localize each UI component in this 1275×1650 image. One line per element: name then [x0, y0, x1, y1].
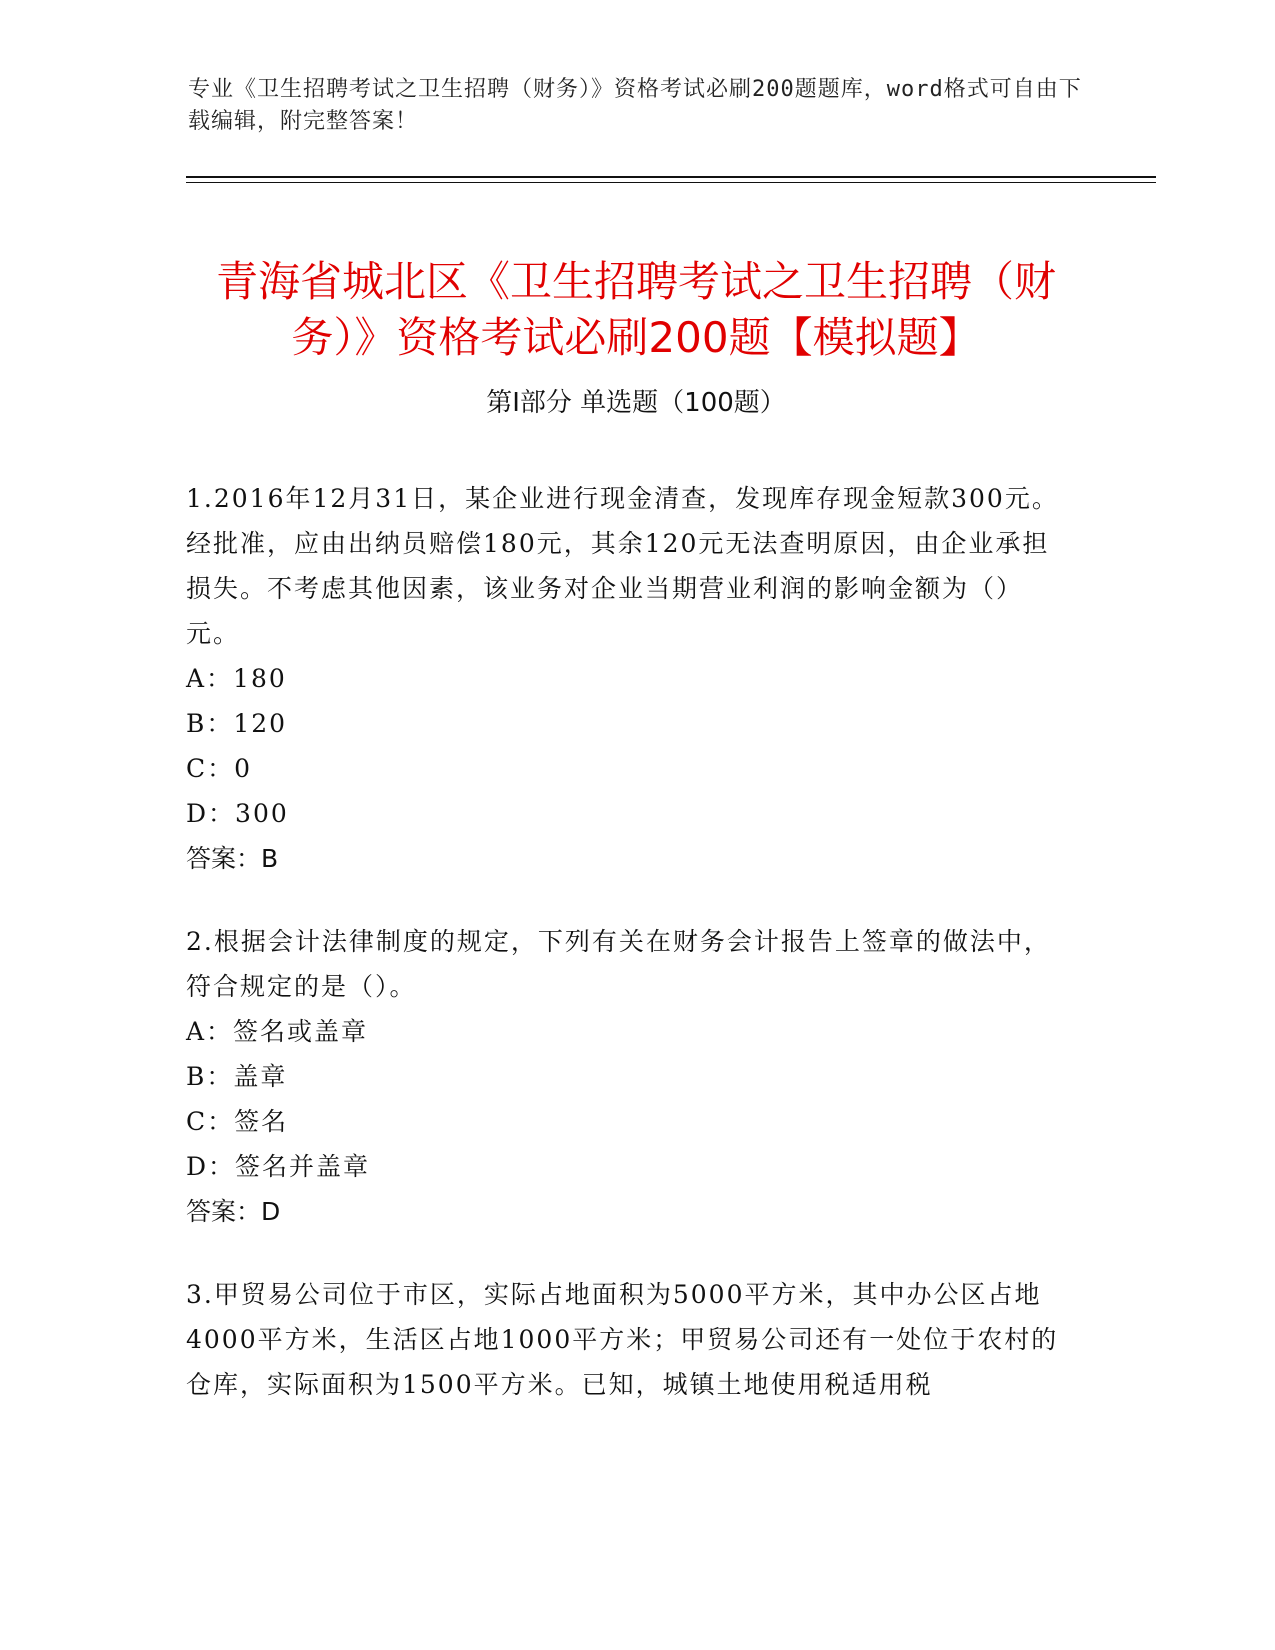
document-title: 青海省城北区《卫生招聘考试之卫生招聘（财务）》资格考试必刷200题【模拟题】: [215, 257, 1056, 363]
question-stem: 2.根据会计法律制度的规定，下列有关在财务会计报告上签章的做法中，符合规定的是（）。: [186, 927, 1051, 1001]
question-3: [186, 1272, 1066, 1407]
option-c: C：0: [186, 754, 253, 783]
option-d: D：300: [186, 799, 289, 828]
header-divider-thick: [186, 176, 1156, 178]
option-c: C：签名: [186, 1107, 289, 1136]
question-2: [186, 919, 1066, 1234]
question-stem: 3.甲贸易公司位于市区，实际占地面积为5000平方米，其中办公区占地4000平方米，生活区占地1000平方米；甲贸易公司还有一处位于农村的仓库，实际面积为1500平方米。已知，城镇土地使用税适用税: [186, 1280, 1059, 1399]
option-b: B：120: [186, 709, 288, 738]
question-1: [186, 476, 1066, 881]
option-d: D：签名并盖章: [186, 1152, 371, 1181]
section-heading: 第I部分 单选题（100题）: [486, 388, 786, 418]
question-stem: 1.2016年12月31日，某企业进行现金清查，发现库存现金短款300元。经批准，应由出纳员赔偿180元，其余120元无法查明原因，由企业承担损失。不考虑其他因素，该业务对企业当期营业利润的影响金额为（）元。: [186, 484, 1059, 648]
option-a: A：180: [186, 664, 287, 693]
header-divider-thin: [186, 182, 1156, 183]
answer-line: 答案：D: [186, 1197, 281, 1226]
header-note: 专业《卫生招聘考试之卫生招聘（财务）》资格考试必刷200题题库，word格式可自由下载编辑，附完整答案！: [188, 77, 1082, 134]
option-a: A：签名或盖章: [186, 1017, 369, 1046]
answer-line: 答案：B: [186, 844, 279, 873]
question-list: [186, 476, 1066, 1445]
option-b: B：盖章: [186, 1062, 288, 1091]
